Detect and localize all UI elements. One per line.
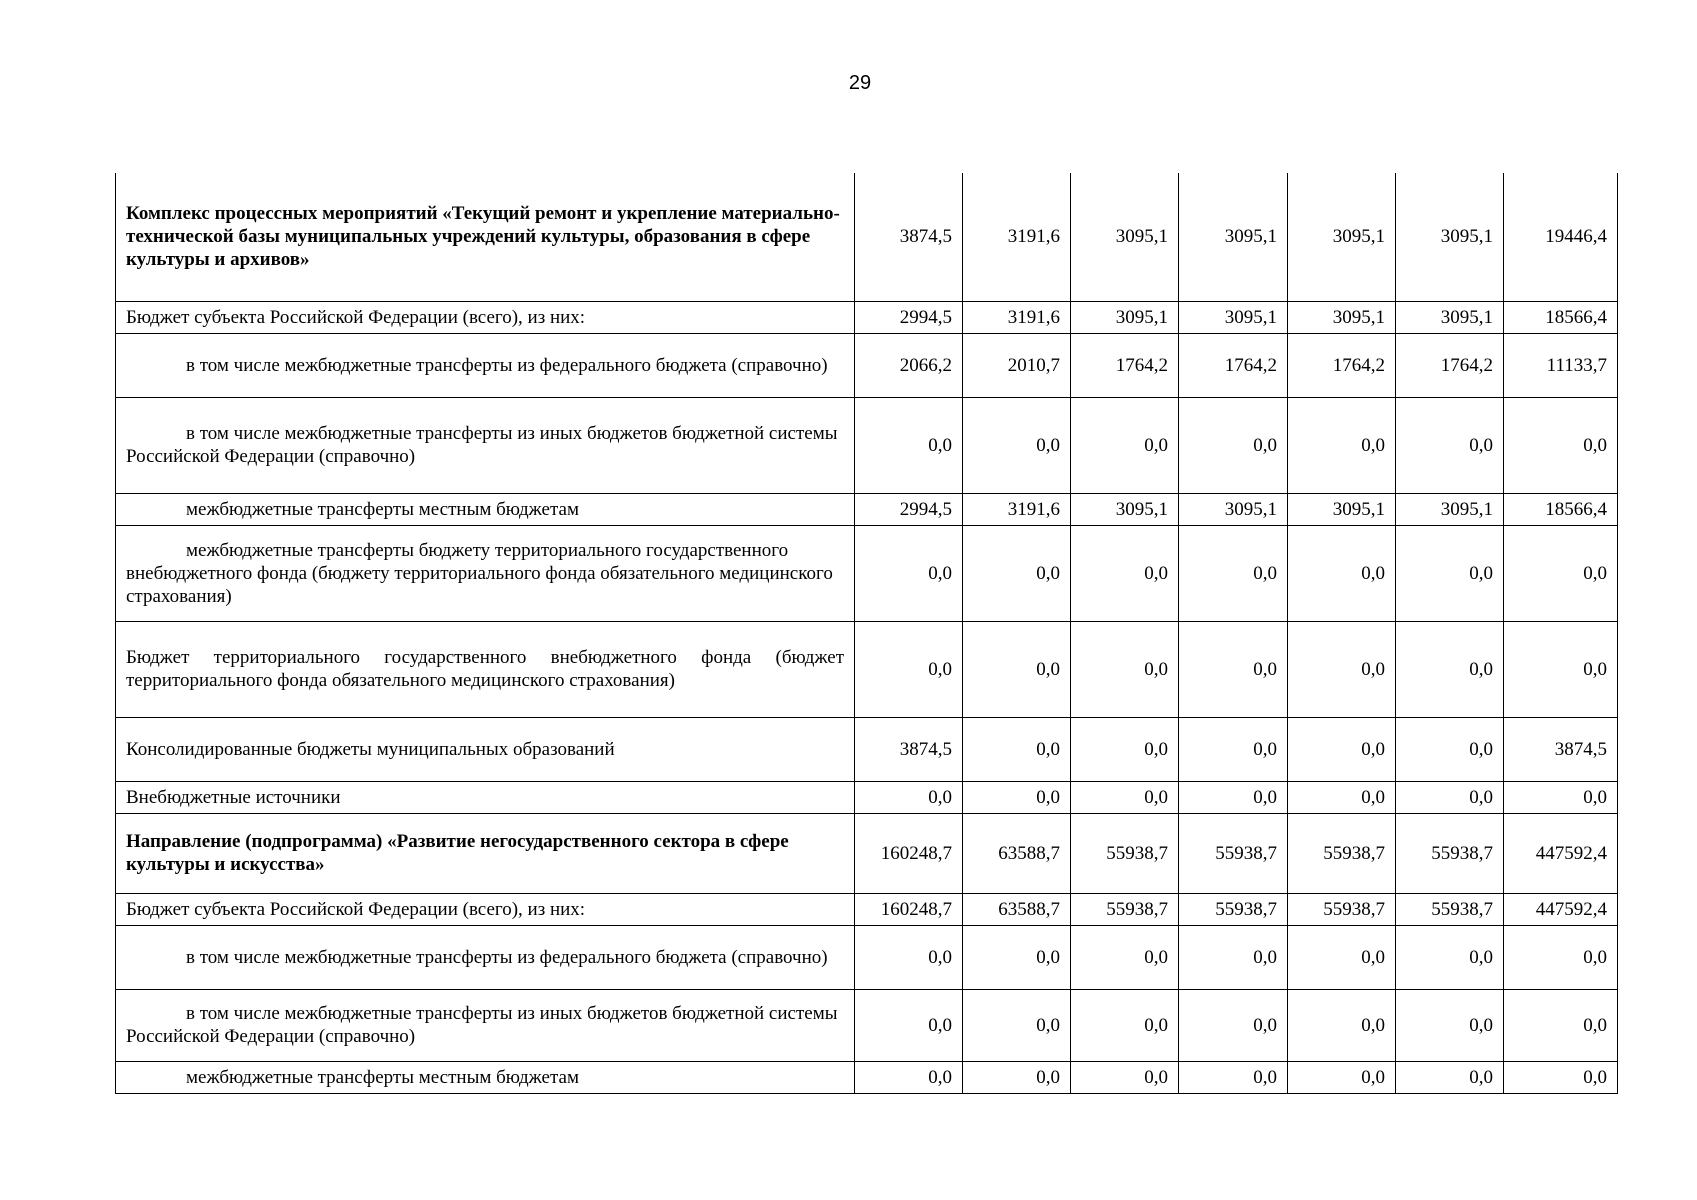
value-cell: 0,0 bbox=[1396, 1061, 1504, 1093]
value-cell: 3095,1 bbox=[1288, 493, 1396, 525]
table-row bbox=[116, 781, 1618, 813]
value-cell: 3095,1 bbox=[1396, 173, 1504, 301]
value-cell: 3095,1 bbox=[1288, 301, 1396, 333]
value-cell: 0,0 bbox=[855, 781, 963, 813]
value-cell: 3874,5 bbox=[855, 717, 963, 781]
value-cell: 0,0 bbox=[855, 989, 963, 1061]
value-cell: 63588,7 bbox=[963, 813, 1071, 893]
row-label-cell bbox=[116, 173, 855, 301]
value-cell: 0,0 bbox=[1071, 989, 1179, 1061]
row-label-cell bbox=[116, 525, 855, 621]
value-cell: 3095,1 bbox=[1396, 301, 1504, 333]
value-cell: 0,0 bbox=[1288, 397, 1396, 493]
value-cell: 0,0 bbox=[963, 925, 1071, 989]
row-label-cell bbox=[116, 1061, 855, 1093]
row-label: Направление (подпрограмма) «Развитие негосударственного сектора в сфере культуры и искусства» bbox=[126, 831, 789, 875]
value-cell: 0,0 bbox=[855, 621, 963, 717]
value-cell: 63588,7 bbox=[963, 893, 1071, 925]
value-cell: 0,0 bbox=[963, 717, 1071, 781]
value-cell: 0,0 bbox=[1504, 1061, 1618, 1093]
value-cell: 11133,7 bbox=[1504, 333, 1618, 397]
page-number: 29 bbox=[848, 72, 872, 94]
value-cell: 0,0 bbox=[1288, 781, 1396, 813]
value-cell: 18566,4 bbox=[1504, 301, 1618, 333]
value-cell: 0,0 bbox=[1504, 621, 1618, 717]
value-cell: 0,0 bbox=[1179, 621, 1288, 717]
value-cell: 3191,6 bbox=[963, 173, 1071, 301]
value-cell: 0,0 bbox=[1396, 397, 1504, 493]
row-label: Бюджет субъекта Российской Федерации (всего), из них: bbox=[126, 898, 586, 920]
value-cell: 55938,7 bbox=[1071, 813, 1179, 893]
table-row bbox=[116, 333, 1618, 397]
row-label: Бюджет субъекта Российской Федерации (всего), из них: bbox=[126, 306, 586, 328]
value-cell: 0,0 bbox=[1288, 1061, 1396, 1093]
table-row bbox=[116, 1061, 1618, 1093]
table-row bbox=[116, 493, 1618, 525]
row-label: межбюджетные трансферты местным бюджетам bbox=[186, 498, 579, 520]
value-cell: 0,0 bbox=[1179, 925, 1288, 989]
value-cell: 0,0 bbox=[1071, 525, 1179, 621]
table-row bbox=[116, 989, 1618, 1061]
row-label-cell bbox=[116, 813, 855, 893]
value-cell: 55938,7 bbox=[1288, 813, 1396, 893]
row-label-cell bbox=[116, 989, 855, 1061]
row-label-cell bbox=[116, 925, 855, 989]
value-cell: 0,0 bbox=[1071, 925, 1179, 989]
table-row bbox=[116, 925, 1618, 989]
row-label: в том числе межбюджетные трансферты из федерального бюджета (справочно) bbox=[186, 946, 828, 968]
value-cell: 0,0 bbox=[963, 781, 1071, 813]
value-cell: 3095,1 bbox=[1288, 173, 1396, 301]
value-cell: 1764,2 bbox=[1288, 333, 1396, 397]
value-cell: 0,0 bbox=[1504, 989, 1618, 1061]
value-cell: 3095,1 bbox=[1179, 301, 1288, 333]
value-cell: 0,0 bbox=[1504, 397, 1618, 493]
value-cell: 0,0 bbox=[1504, 925, 1618, 989]
value-cell: 3095,1 bbox=[1071, 173, 1179, 301]
value-cell: 0,0 bbox=[963, 1061, 1071, 1093]
value-cell: 0,0 bbox=[1179, 397, 1288, 493]
value-cell: 3095,1 bbox=[1071, 493, 1179, 525]
value-cell: 55938,7 bbox=[1288, 893, 1396, 925]
table-row bbox=[116, 893, 1618, 925]
table-row bbox=[116, 621, 1618, 717]
row-label-cell bbox=[116, 493, 855, 525]
value-cell: 0,0 bbox=[1288, 525, 1396, 621]
table-row bbox=[116, 813, 1618, 893]
value-cell: 3095,1 bbox=[1179, 493, 1288, 525]
value-cell: 2994,5 bbox=[855, 301, 963, 333]
value-cell: 160248,7 bbox=[855, 813, 963, 893]
value-cell: 0,0 bbox=[1071, 621, 1179, 717]
row-label: межбюджетные трансферты бюджету территориального государственного внебюджетного фонда (бюджету территориального фонда обязательного медицинского страхования) bbox=[126, 539, 833, 607]
value-cell: 0,0 bbox=[1396, 925, 1504, 989]
row-label-cell bbox=[116, 893, 855, 925]
value-cell: 2066,2 bbox=[855, 333, 963, 397]
value-cell: 0,0 bbox=[963, 989, 1071, 1061]
table-row bbox=[116, 173, 1618, 301]
value-cell: 0,0 bbox=[1071, 1061, 1179, 1093]
row-label-cell bbox=[116, 621, 855, 717]
value-cell: 0,0 bbox=[1396, 621, 1504, 717]
value-cell: 55938,7 bbox=[1071, 893, 1179, 925]
value-cell: 19446,4 bbox=[1504, 173, 1618, 301]
value-cell: 0,0 bbox=[1396, 717, 1504, 781]
value-cell: 0,0 bbox=[1288, 925, 1396, 989]
value-cell: 160248,7 bbox=[855, 893, 963, 925]
value-cell: 0,0 bbox=[1288, 989, 1396, 1061]
value-cell: 55938,7 bbox=[1179, 813, 1288, 893]
value-cell: 1764,2 bbox=[1396, 333, 1504, 397]
value-cell: 0,0 bbox=[1504, 781, 1618, 813]
row-label-cell bbox=[116, 717, 855, 781]
row-label: межбюджетные трансферты местным бюджетам bbox=[186, 1066, 579, 1088]
value-cell: 0,0 bbox=[1179, 717, 1288, 781]
value-cell: 3191,6 bbox=[963, 493, 1071, 525]
value-cell: 55938,7 bbox=[1179, 893, 1288, 925]
value-cell: 3191,6 bbox=[963, 301, 1071, 333]
row-label: в том числе межбюджетные трансферты из иных бюджетов бюджетной системы Российской Федерации (справочно) bbox=[126, 423, 838, 467]
row-label: Внебюджетные источники bbox=[126, 786, 341, 808]
value-cell: 0,0 bbox=[1396, 781, 1504, 813]
value-cell: 1764,2 bbox=[1071, 333, 1179, 397]
value-cell: 18566,4 bbox=[1504, 493, 1618, 525]
value-cell: 3874,5 bbox=[1504, 717, 1618, 781]
table-row bbox=[116, 301, 1618, 333]
value-cell: 3095,1 bbox=[1396, 493, 1504, 525]
value-cell: 0,0 bbox=[1396, 525, 1504, 621]
table-row bbox=[116, 717, 1618, 781]
budget-table bbox=[115, 173, 1618, 1094]
value-cell: 0,0 bbox=[855, 1061, 963, 1093]
row-label: Комплекс процессных мероприятий «Текущий ремонт и укрепление материально-технической базы муниципальных учреждений культуры, образования в сфере культуры и архивов» bbox=[126, 203, 840, 271]
row-label-cell bbox=[116, 781, 855, 813]
value-cell: 3095,1 bbox=[1071, 301, 1179, 333]
value-cell: 2994,5 bbox=[855, 493, 963, 525]
value-cell: 0,0 bbox=[1071, 397, 1179, 493]
value-cell: 1764,2 bbox=[1179, 333, 1288, 397]
value-cell: 0,0 bbox=[1071, 717, 1179, 781]
value-cell: 3095,1 bbox=[1179, 173, 1288, 301]
row-label: в том числе межбюджетные трансферты из федерального бюджета (справочно) bbox=[186, 354, 828, 376]
row-label-cell bbox=[116, 333, 855, 397]
value-cell: 0,0 bbox=[1504, 525, 1618, 621]
value-cell: 0,0 bbox=[1179, 525, 1288, 621]
value-cell: 0,0 bbox=[1179, 989, 1288, 1061]
row-label-cell bbox=[116, 397, 855, 493]
value-cell: 0,0 bbox=[855, 925, 963, 989]
value-cell: 0,0 bbox=[855, 397, 963, 493]
value-cell: 0,0 bbox=[1288, 621, 1396, 717]
row-label: Консолидированные бюджеты муниципальных образований bbox=[126, 738, 615, 760]
table-row bbox=[116, 397, 1618, 493]
table-row bbox=[116, 525, 1618, 621]
row-label: в том числе межбюджетные трансферты из иных бюджетов бюджетной системы Российской Федерации (справочно) bbox=[126, 1003, 838, 1047]
value-cell: 55938,7 bbox=[1396, 813, 1504, 893]
value-cell: 447592,4 bbox=[1504, 813, 1618, 893]
value-cell: 0,0 bbox=[1396, 989, 1504, 1061]
value-cell: 2010,7 bbox=[963, 333, 1071, 397]
value-cell: 0,0 bbox=[1288, 717, 1396, 781]
value-cell: 447592,4 bbox=[1504, 893, 1618, 925]
value-cell: 0,0 bbox=[963, 397, 1071, 493]
row-label-cell bbox=[116, 301, 855, 333]
value-cell: 55938,7 bbox=[1396, 893, 1504, 925]
value-cell: 0,0 bbox=[1179, 781, 1288, 813]
value-cell: 0,0 bbox=[963, 525, 1071, 621]
row-label: Бюджет территориального государственного внебюджетного фонда (бюджет территориального фонда обязательного медицинского страхования) bbox=[126, 647, 844, 691]
value-cell: 3874,5 bbox=[855, 173, 963, 301]
value-cell: 0,0 bbox=[1071, 781, 1179, 813]
value-cell: 0,0 bbox=[855, 525, 963, 621]
value-cell: 0,0 bbox=[963, 621, 1071, 717]
value-cell: 0,0 bbox=[1179, 1061, 1288, 1093]
